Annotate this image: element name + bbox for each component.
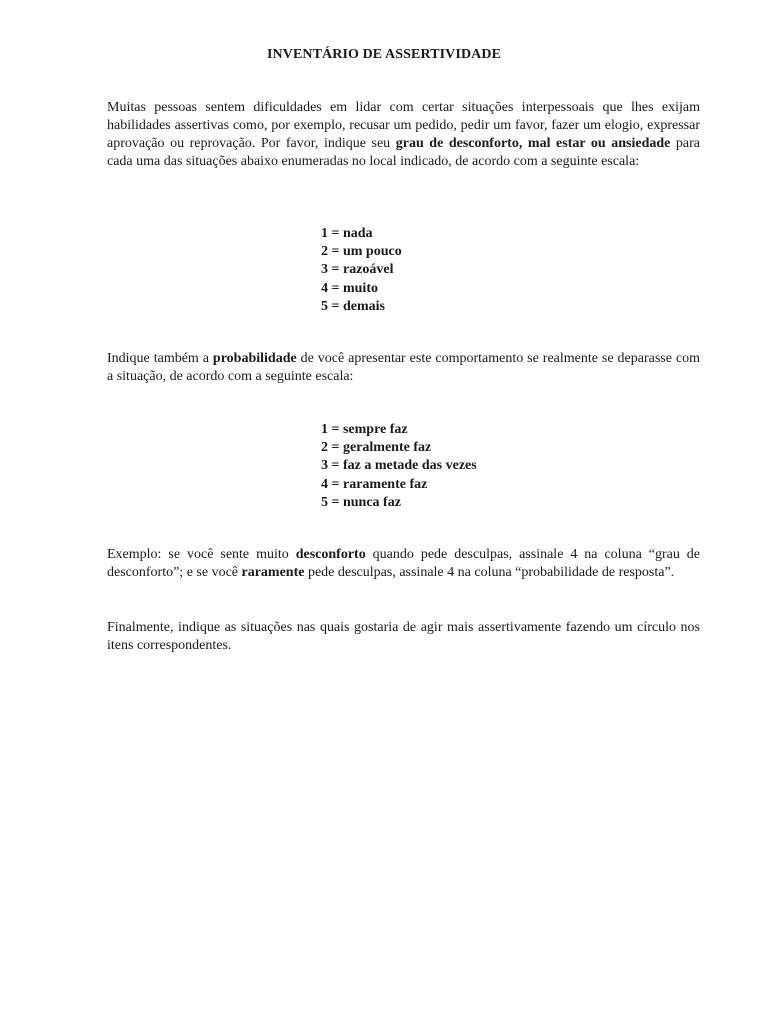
scale-item: 4 = raramente faz [321, 476, 428, 492]
intro-paragraph [107, 99, 700, 171]
probability-text-2: de você apresentar este comportamento se realmente se deparasse com a situação, de acordo com a seguinte escala: [107, 351, 700, 384]
scale-item: 2 = um pouco [321, 244, 402, 260]
scale-item: 5 = demais [321, 298, 385, 314]
scale-item: 1 = nada [321, 226, 373, 241]
intro-text-1: Muitas pessoas sentem dificuldades em lidar com certar situações interpessoais que lhes exijam habilidades assertivas como, por exemplo, recusar um pedido, pedir um favor, fazer um elogio, expressar aprovação ou reprovação. Por favor, indique seu [107, 100, 700, 151]
probability-scale [321, 421, 477, 512]
scale-item: 1 = sempre faz [321, 422, 408, 437]
scale-item: 3 = faz a metade das vezes [321, 458, 477, 474]
intro-bold-1: grau de desconforto, mal estar ou ansiedade [395, 136, 671, 151]
example-bold-2: raramente [241, 565, 305, 580]
example-bold-1: desconforto [295, 547, 366, 562]
scale-item: 3 = razoável [321, 262, 394, 278]
probability-text-1: Indique também a [107, 351, 213, 366]
probability-paragraph [107, 350, 700, 386]
intro-text-2: para cada uma das situações abaixo enumeradas no local indicado, de acordo com a seguinte escala: [107, 136, 701, 169]
example-paragraph [107, 546, 700, 582]
document-title: INVENTÁRIO DE ASSERTIVIDADE [266, 47, 502, 62]
example-text-3: pede desculpas, assinale 4 na coluna “probabilidade de resposta”. [304, 565, 675, 580]
scale-item: 4 = muito [321, 280, 378, 296]
discomfort-scale [321, 225, 402, 316]
example-text-1: Exemplo: se você sente muito [107, 547, 296, 562]
scale-item: 2 = geralmente faz [321, 440, 432, 456]
probability-bold-1: probabilidade [212, 351, 297, 366]
final-text-1: Finalmente, indique as situações nas quais gostaria de agir mais assertivamente fazendo um círculo nos itens correspondentes. [107, 620, 700, 653]
example-text-2: quando pede desculpas, assinale 4 na coluna “grau de desconforto”; e se você [107, 547, 700, 580]
final-paragraph [107, 619, 700, 655]
scale-item: 5 = nunca faz [321, 494, 401, 510]
